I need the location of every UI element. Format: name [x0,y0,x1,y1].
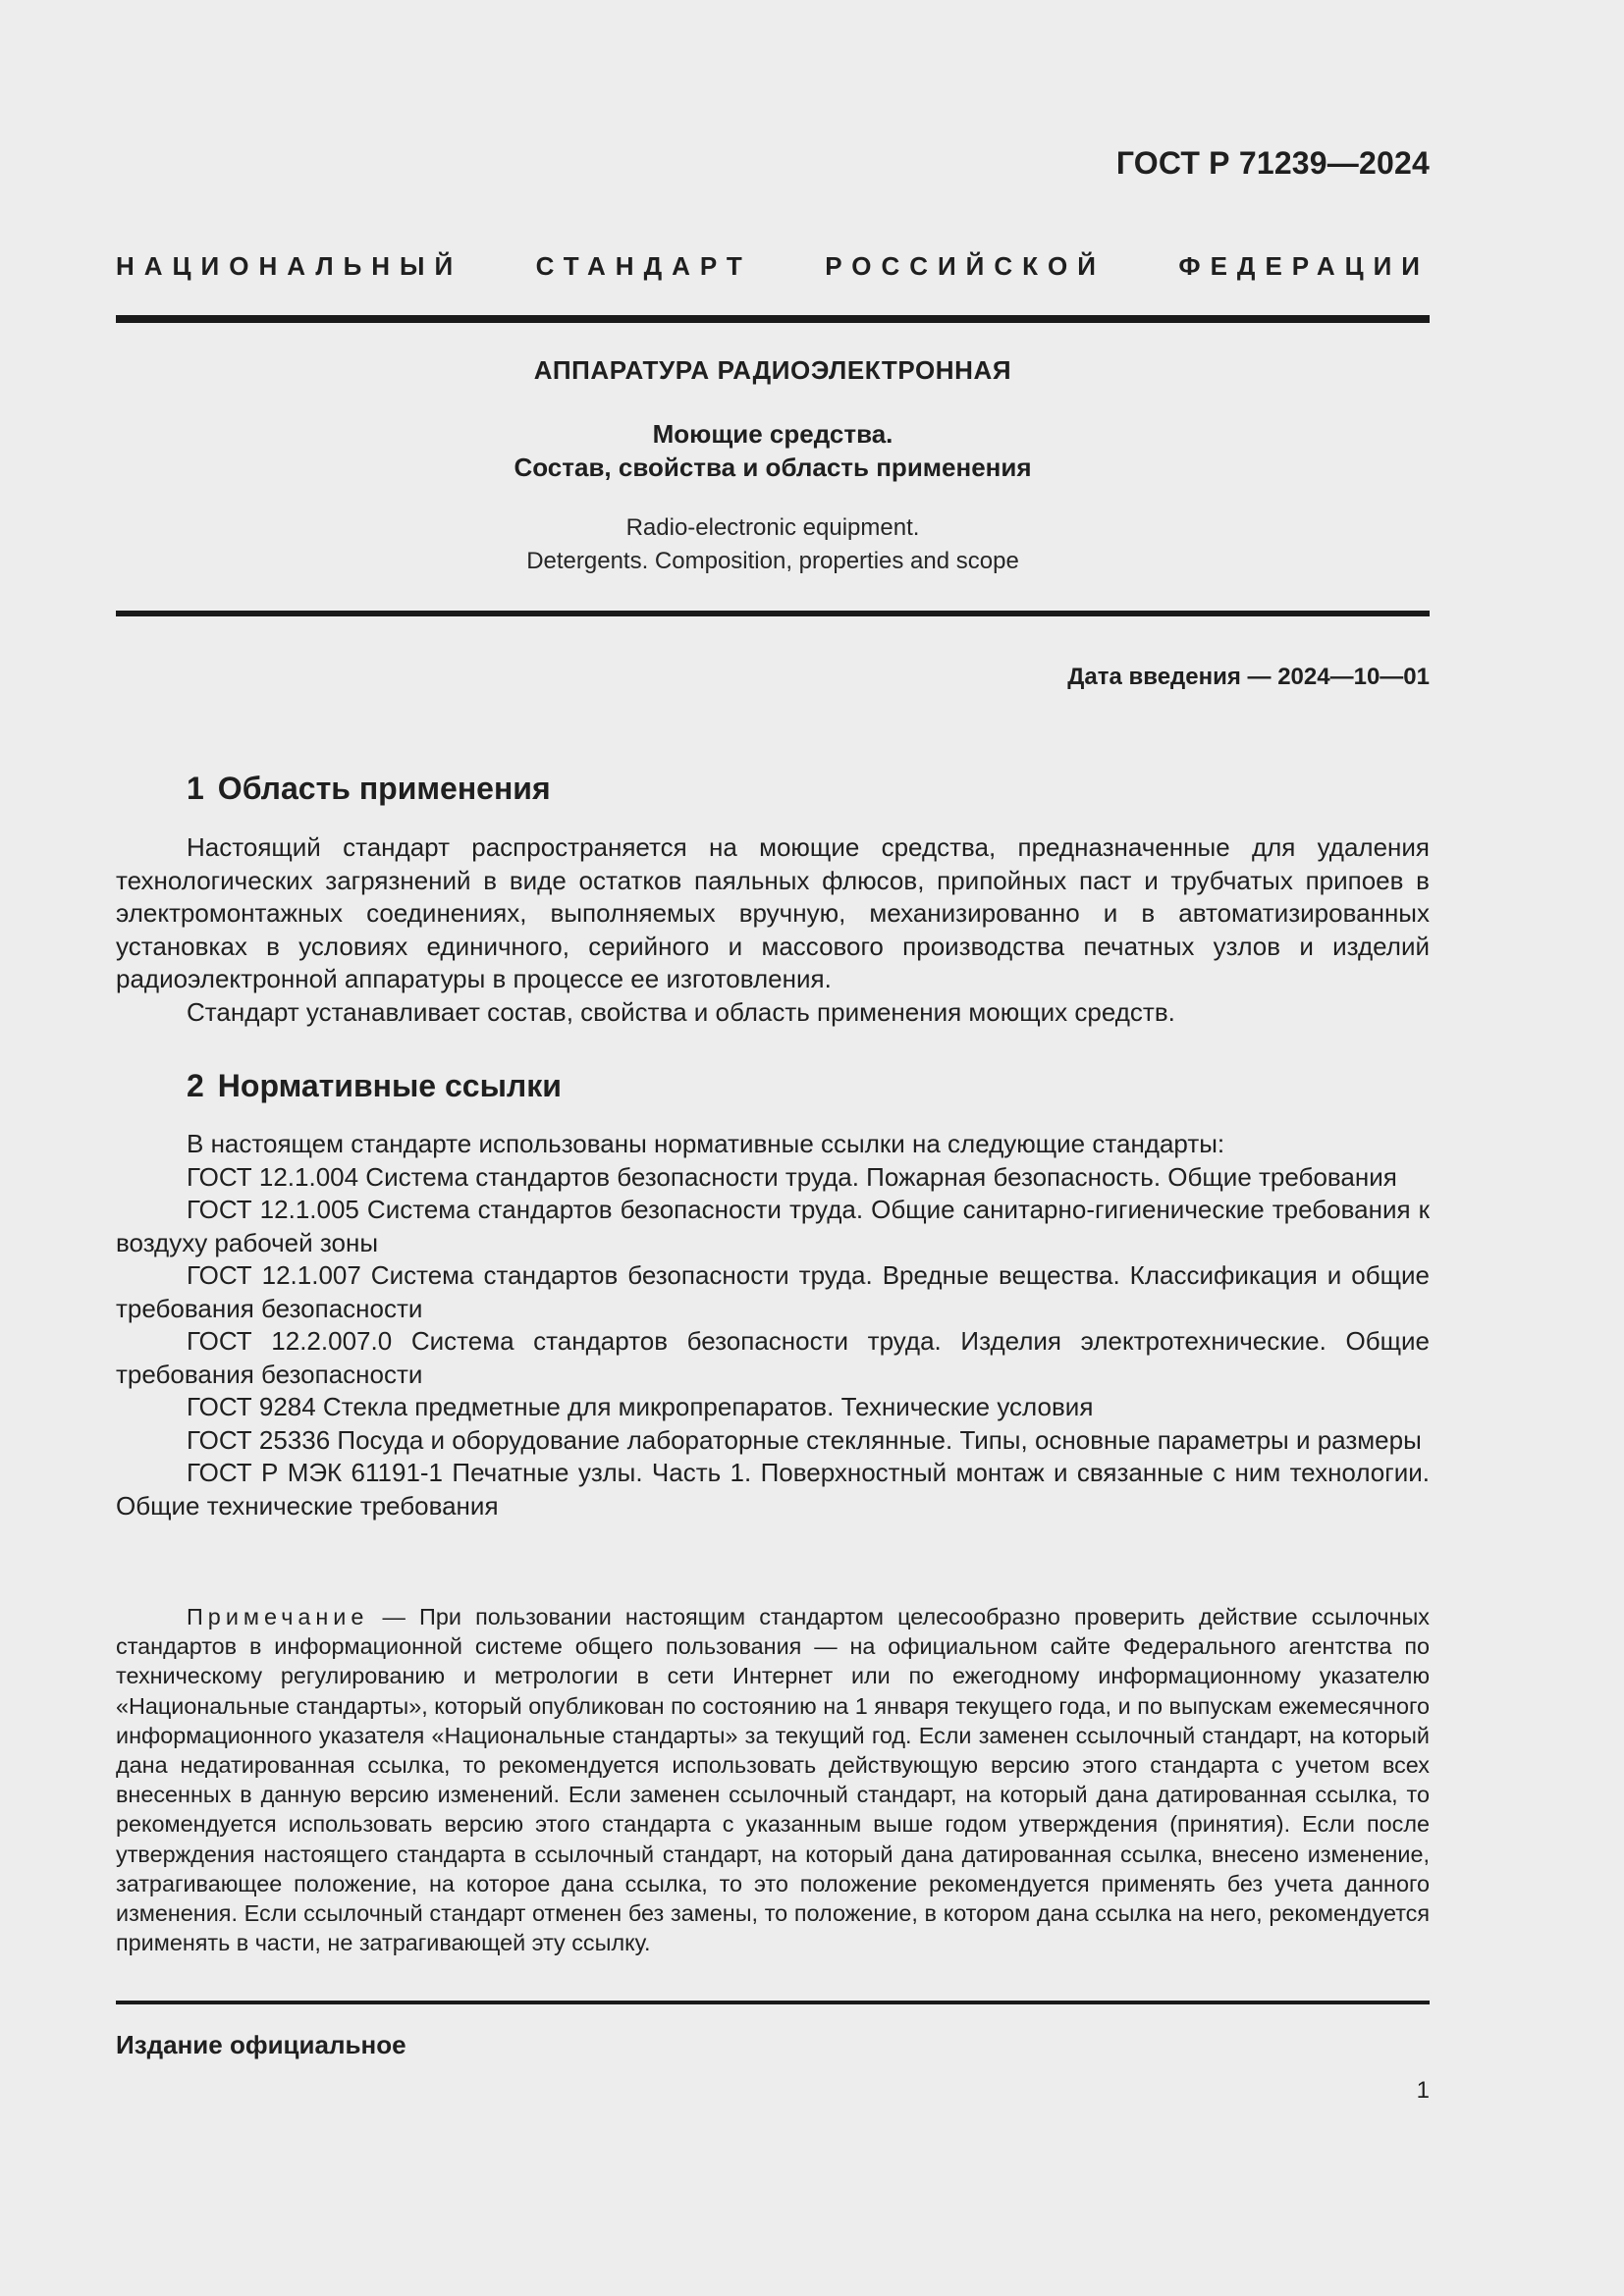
section-1-heading [187,771,551,807]
title-divider [116,611,1430,616]
section-2-body [116,1128,1430,1522]
normative-reference: ГОСТ Р МЭК 61191-1 Печатные узлы. Часть 1. Поверхностный монтаж и связанные с ним технологии. Общие технические требования [116,1458,1430,1521]
normative-reference: ГОСТ 25336 Посуда и оборудование лабораторные стеклянные. Типы, основные параметры и размеры [187,1424,1422,1455]
document-title: АППАРАТУРА РАДИОЭЛЕКТРОННАЯ [533,355,1012,385]
section-1-paragraph: Стандарт устанавливает состав, свойства и область применения моющих средств. [187,996,1175,1027]
note-paragraph [116,1602,1430,1957]
section-1-paragraph: Настоящий стандарт распространяется на моющие средства, предназначенные для удаления технологических загрязнений в виде остатков паяльных флюсов, припойных паст и трубчатых припоев в электромонтажных соединениях, выполняемых вручную, механизированно и в автоматизированных установках в условиях единичного, серийного и массового производства печатных узлов и изделий радиоэлектронной аппаратуры в процессе ее изготовления. [116,832,1430,993]
footer-divider [116,2001,1430,2004]
page-number: 1 [1416,2077,1430,2104]
title-block [116,355,1430,386]
introduction-date: Дата введения — 2024—10—01 [1067,664,1430,690]
note-text: — При пользовании настоящим стандартом целесообразно проверить действие ссылочных стандартов в информационной системе общего пользования — на официальном сайте Федерального агентства по техническому регулированию и метрологии в сети Интернет или по ежегодному информационному указателю «Национальные стандарты», который опубликован по состоянию на 1 января текущего года, и по выпускам ежемесячного информационного указателя «Национальные стандарты» за текущий год. Если заменен ссылочный стандарт, на который дана недатированная ссылка, то рекомендуется использовать действующую версию этого стандарта с учетом всех внесенных в данную версию изменений. Если заменен ссылочный стандарт, на который дана датированная ссылка, то рекомендуется использовать версию этого стандарта с указанным выше годом утверждения (принятия). Если после утверждения настоящего стандарта в ссылочный стандарт, на который дана датированная ссылка, внесено изменение, затрагивающее положение, на которое дана ссылка, то это положение рекомендуется применять без учета данного изменения. Если ссылочный стандарт отменен без замены, то положение, в котором дана ссылка на него, рекомендуется применять в части, не затрагивающей эту ссылку. [116,1604,1430,1956]
document-code: ГОСТ Р 71239—2024 [1115,145,1430,181]
english-title-line-1: Radio-electronic equipment. [625,514,920,541]
section-2-title: Нормативные ссылки [217,1068,562,1103]
normative-reference: ГОСТ 12.1.004 Система стандартов безопасности труда. Пожарная безопасность. Общие требования [187,1161,1397,1192]
normative-reference: ГОСТ 12.1.007 Система стандартов безопасности труда. Вредные вещества. Классификация и общие требования безопасности [116,1260,1430,1323]
section-2-intro: В настоящем стандарте использованы нормативные ссылки на следующие стандарты: [187,1129,1225,1158]
official-edition-label: Издание официальное [116,2030,406,2059]
section-1-body [116,831,1430,1029]
normative-reference: ГОСТ 12.2.007.0 Система стандартов безопасности труда. Изделия электротехнические. Общие требования безопасности [116,1326,1430,1389]
subtitle-line-1: Моющие средства. [652,419,893,449]
english-title-line-2: Detergents. Composition, properties and scope [526,548,1019,574]
section-2-heading [187,1068,562,1104]
section-1-number: 1 [187,771,204,806]
note-label: Примечание [187,1604,369,1629]
normative-reference: ГОСТ 12.1.005 Система стандартов безопасности труда. Общие санитарно-гигиенические требования к воздуху рабочей зоны [116,1195,1430,1257]
english-title-block [116,511,1430,578]
subtitle-block [116,417,1430,484]
header-divider [116,315,1430,323]
normative-reference: ГОСТ 9284 Стекла предметные для микропрепаратов. Технические условия [187,1392,1094,1421]
section-1-title: Область применения [217,771,551,806]
subtitle-line-2: Состав, свойства и область применения [514,453,1032,482]
national-standard-heading: НАЦИОНАЛЬНЫЙ СТАНДАРТ РОССИЙСКОЙ ФЕДЕРАЦИИ [116,251,1430,281]
section-2-number: 2 [187,1068,204,1103]
